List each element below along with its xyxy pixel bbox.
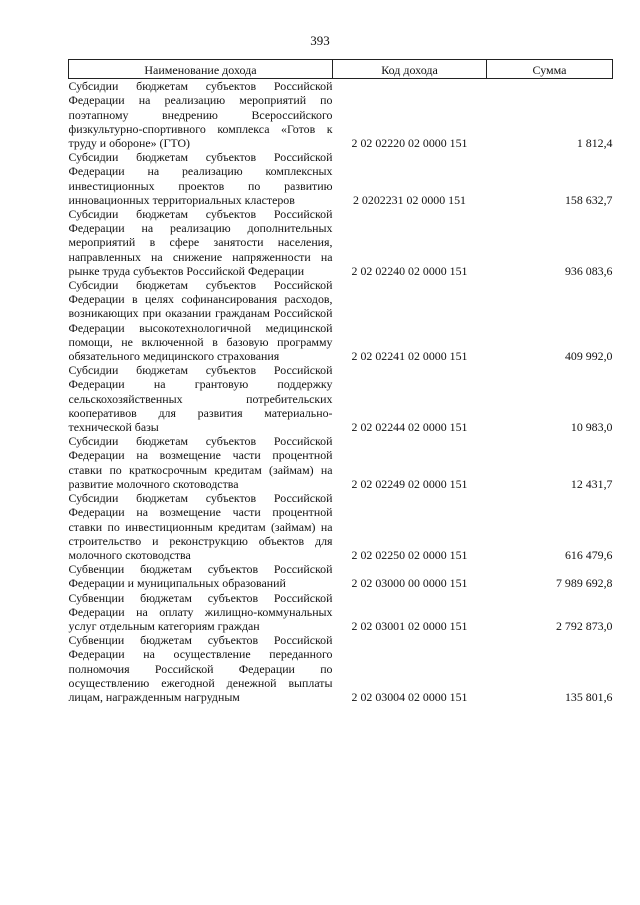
income-name: Субвенции бюджетам субъектов Российской Федерации и муниципальных образований (68, 562, 333, 591)
income-amount: 616 479,6 (564, 547, 613, 562)
table-row (69, 363, 613, 434)
table-row (69, 562, 613, 590)
table-row (69, 278, 613, 363)
table-row (69, 491, 613, 562)
income-name: Субвенции бюджетам субъектов Российской Федерации на осуществление переданного полномочия Российской Федерации по осуществлению ежегодной денежной выплаты лицам, награжденным нагрудным (68, 633, 333, 704)
income-name: Субсидии бюджетам субъектов Российской Федерации на возмещение части процентной ставки по краткосрочным кредитам (займам) на развитие молочного скотоводства (68, 434, 333, 491)
income-amount: 1 812,4 (576, 136, 613, 151)
table-row (69, 150, 613, 207)
income-code: 2 02 03001 02 0000 151 (351, 618, 468, 633)
income-amount: 158 632,7 (564, 192, 613, 207)
table-row (69, 207, 613, 278)
table-row (69, 79, 613, 151)
income-code: 2 02 02241 02 0000 151 (351, 349, 468, 364)
income-amount: 2 792 873,0 (556, 618, 613, 633)
income-code: 2 02 02249 02 0000 151 (351, 476, 468, 491)
header-amount: Сумма (487, 60, 613, 79)
income-code: 2 02 03000 00 0000 151 (351, 576, 468, 591)
income-code: 2 02 02244 02 0000 151 (351, 420, 468, 435)
income-amount: 135 801,6 (564, 689, 613, 704)
revenue-table (68, 59, 613, 704)
income-name: Субсидии бюджетам субъектов Российской Федерации на реализацию комплексных инвестиционных проектов по развитию инновационных территориальных кластеров (68, 150, 333, 207)
table-row (69, 434, 613, 491)
income-code: 2 02 02220 02 0000 151 (351, 136, 468, 151)
income-amount: 936 083,6 (564, 263, 613, 278)
income-name: Субсидии бюджетам субъектов Российской Федерации в целях софинансирования расходов, возникающих при оказании гражданам Российской Федерации высокотехнологичной медицинской помощи, не включенной в базовую программу обязательного медицинского страхования (68, 278, 333, 364)
income-amount: 7 989 692,8 (556, 576, 613, 591)
header-income-code: Код дохода (333, 60, 487, 79)
income-amount: 10 983,0 (570, 420, 613, 435)
income-name: Субсидии бюджетам субъектов Российской Федерации на реализацию мероприятий по поэтапному внедрению Всероссийского физкультурно-спортивного комплекса «Готов к труду и обороне» (ГТО) (68, 79, 333, 151)
income-code: 2 02 02240 02 0000 151 (351, 263, 468, 278)
income-name: Субвенции бюджетам субъектов Российской Федерации на оплату жилищно-коммунальных услуг отдельным категориям граждан (68, 590, 333, 633)
income-amount: 409 992,0 (564, 349, 613, 364)
income-code: 2 02 03004 02 0000 151 (351, 689, 468, 704)
table-row (69, 633, 613, 704)
income-amount: 12 431,7 (570, 476, 613, 491)
income-name: Субсидии бюджетам субъектов Российской Федерации на возмещение части процентной ставки по инвестиционным кредитам (займам) на строительство и реконструкцию объектов для молочного скотоводства (68, 491, 333, 562)
header-income-name: Наименование дохода (69, 60, 333, 79)
income-name: Субсидии бюджетам субъектов Российской Федерации на реализацию дополнительных мероприятий в сфере занятости населения, направленных на снижение напряженности на рынке труда субъектов Российской Федерации (68, 207, 333, 278)
table-row (69, 591, 613, 634)
table-header-row (69, 60, 613, 79)
income-code: 2 02 02250 02 0000 151 (351, 547, 468, 562)
page-number: 393 (310, 33, 330, 48)
income-code: 2 0202231 02 0000 151 (353, 192, 466, 207)
income-name: Субсидии бюджетам субъектов Российской Федерации на грантовую поддержку сельскохозяйственных потребительских кооперативов для развития материально-технической базы (68, 363, 333, 435)
